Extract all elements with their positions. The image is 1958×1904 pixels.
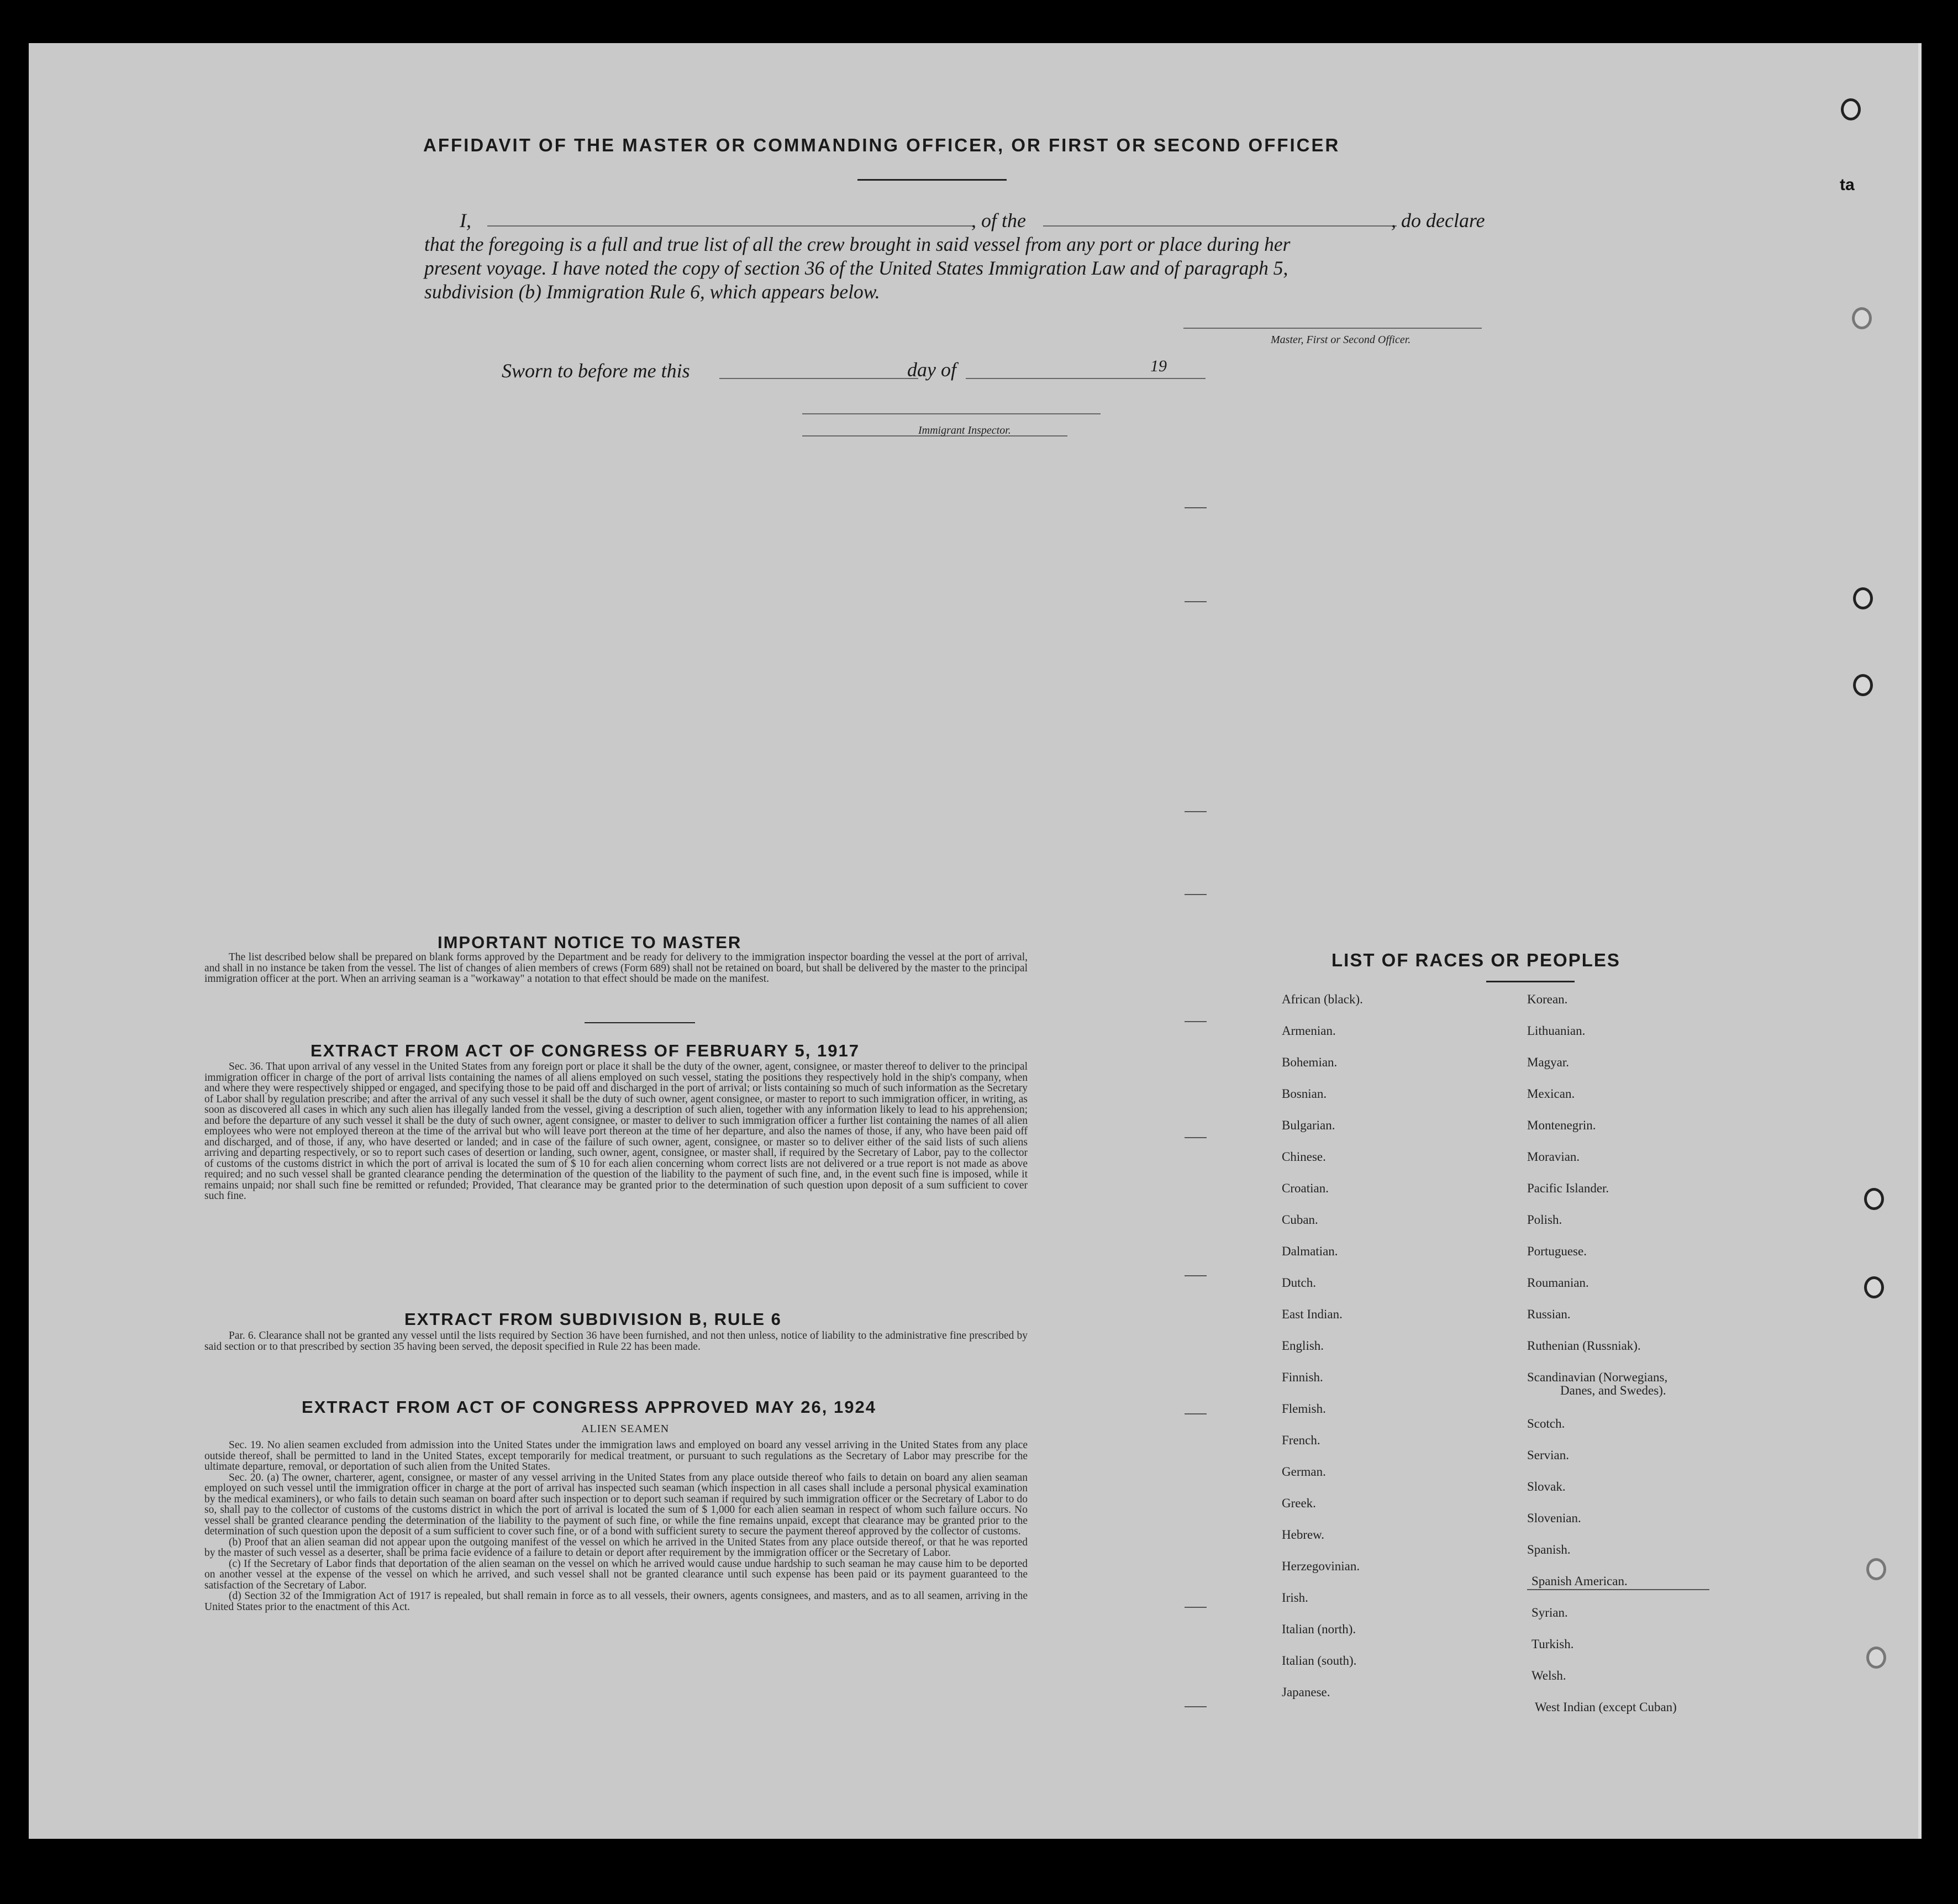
race-item: Armenian. (1282, 1024, 1336, 1038)
extract-rule6-text (204, 1330, 1028, 1352)
race-item: Bosnian. (1282, 1087, 1327, 1101)
binder-hole (1853, 587, 1873, 609)
binder-hole (1841, 98, 1861, 120)
race-item: African (black). (1282, 992, 1363, 1006)
race-item: English. (1282, 1339, 1324, 1353)
master-caption: Master, First or Second Officer. (1271, 334, 1411, 346)
spanish-american-underline (1527, 1589, 1709, 1590)
extract-rule6-paragraph: Par. 6. Clearance shall not be granted any vessel until the lists required by Section 36 have been furnished, and not then unless, notice of liability to the administrative fine prescribed by said section or to that prescribed by section 35 having been served, the deposit specified in Rule 22 has been made. (204, 1330, 1028, 1353)
race-item: Flemish. (1282, 1402, 1326, 1416)
race-item: French. (1282, 1433, 1320, 1447)
binder-hole (1852, 307, 1872, 329)
tick-mark (1185, 811, 1207, 812)
tick-mark (1185, 1607, 1207, 1608)
notice-title: IMPORTANT NOTICE TO MASTER (438, 933, 742, 952)
declaration-i: I, (460, 209, 471, 232)
sworn-text: Sworn to before me this (502, 360, 690, 382)
race-item: Servian. (1527, 1448, 1570, 1462)
extract-1917-title: EXTRACT FROM ACT OF CONGRESS OF FEBRUARY 5, 1917 (310, 1041, 860, 1060)
race-item: Japanese. (1282, 1685, 1330, 1699)
binder-hole (1866, 1647, 1886, 1669)
sworn-day-field[interactable] (719, 378, 918, 379)
race-item: Slovak. (1527, 1480, 1566, 1493)
tick-mark (1185, 1021, 1207, 1022)
race-item: Portuguese. (1527, 1244, 1587, 1258)
day-of-text: day of (907, 359, 956, 381)
race-item: Bohemian. (1282, 1055, 1338, 1069)
tick-mark (1185, 1413, 1207, 1414)
race-item: Magyar. (1527, 1055, 1570, 1069)
year-prefix: 19 (1150, 357, 1167, 375)
race-item: Italian (north). (1282, 1622, 1356, 1636)
inspector-caption: Immigrant Inspector. (918, 424, 1011, 436)
notice-paragraph: The list described below shall be prepared on blank forms approved by the Department and be ready for delivery to the immigration inspector boarding the vessel at the port of arrival, and shall in no instance be taken from the vessel. The list of changes of alien members of crews (Form 689) shall not be retained on board, but shall be delivered by the master to the principal immigration officer at the port. When an arriving seaman is a "workaway" a notation to that effect should be made on the manifest. (204, 951, 1028, 985)
race-item: Spanish American. (1531, 1574, 1628, 1588)
races-rule (1486, 981, 1575, 982)
name-field[interactable] (487, 225, 973, 227)
margin-mark: ta (1840, 176, 1855, 194)
race-item: German. (1282, 1465, 1326, 1479)
race-item: Roumanian. (1527, 1276, 1589, 1290)
race-item: East Indian. (1282, 1307, 1343, 1321)
races-title: LIST OF RACES OR PEOPLES (1331, 950, 1620, 970)
extract-1924-paragraph: Sec. 20. (a) The owner, charterer, agent, consignee, or master of any vessel arriving in the United States from any place outside thereof who fails to detain on board any alien seaman employed on such vessel until the immigration officer in charge at the port of arrival has inspected such seaman (which inspection in all cases shall include a personal physical examination by the medical examiners), or who fails to detain such seaman on board after such inspection or to deport such seaman if required by such immigration officer or the Secretary of Labor to do so, shall pay to the collector of customs of the customs district in which the port of arrival is located the sum of $ 1,000 for each alien seaman in respect of whom such failure occurs. No vessel shall be granted clearance pending the determination of the liability to the payment of such fine, or while the fine remains unpaid, except that clearance may be granted prior to the determination of such question upon the deposit of a sum sufficient to cover such fine, or of a bond with sufficient surety to secure the payment thereof approved by the collector of customs. (204, 1471, 1028, 1537)
race-item: Syrian. (1531, 1606, 1568, 1619)
title-rule (857, 179, 1007, 181)
race-item: Herzegovinian. (1282, 1559, 1360, 1573)
tick-mark (1185, 1137, 1207, 1138)
binder-hole (1853, 674, 1873, 696)
race-item: Lithuanian. (1527, 1024, 1586, 1038)
extract-1917-paragraph: Sec. 36. That upon arrival of any vessel in the United States from any foreign port or place it shall be the duty of the owner, agent, consignee, or master thereof to deliver to the principal immigration officer in charge of the port of arrival lists containing the names of all aliens employed on such vessel, stating the positions they respectively hold in the ship's company, when and where they were respectively shipped or engaged, and specifying those to be paid off and discharged in the port of arrival; or lists containing so much of such information as the Secretary of Labor shall by regulation prescribe; and after the arrival of any such vessel it shall be the duty of such owner, agent consignee, or master to report to such immigration officer, in writing, as soon as discovered all cases in which any such alien has illegally landed from the vessel, giving a description of such alien, together with any information likely to lead to his apprehension; and before the departure of any such vessel it shall be the duty of such owner, agent consignee, or master to deliver to such immigration officer a further list containing the names of all alien employees who were not employed thereon at the time of the arrival but who will leave port thereon at the time of her departure, and also the names of those, if any, who have been paid off and discharged, and of those, if any, who have deserted or landed; and in case of the failure of such owner, agent, consignee, or master so to deliver either of the said lists of such aliens arriving and departing respectively, or so to report such cases of desertion or landing, such owner, agent, consignee, or master shall, if required by the Secretary of Labor, pay to the collector of customs of the customs district in which the port of arrival is located the sum of $ 10 for each alien concerning whom correct lists are not delivered or a true report is not made as above required; and no such vessel shall be granted clearance pending the determination of the question of the liability to the payment of such fine, and, in the event such fine is imposed, while it remains unpaid; nor shall such fine be remitted or refunded; Provided, That clearance may be granted prior to the determination of such question upon deposit of a sum sufficient to cover such fine. (204, 1061, 1028, 1202)
vessel-field[interactable] (1043, 225, 1397, 227)
sworn-month-field[interactable] (966, 378, 1137, 379)
race-item: Montenegrin. (1527, 1118, 1596, 1132)
race-item: West Indian (except Cuban) (1535, 1700, 1677, 1714)
notice-rule (585, 1022, 695, 1023)
race-item: Korean. (1527, 992, 1568, 1006)
affidavit-title: AFFIDAVIT OF THE MASTER OR COMMANDING OFFICER, OR FIRST OR SECOND OFFICER (423, 135, 1340, 155)
extract-1924-paragraph: (d) Section 32 of the Immigration Act of 1917 is repealed, but shall remain in force as to all vessels, their owners, agents consignees, and masters, and as to all seamen, arriving in the United States prior to the enactment of this Act. (204, 1590, 1028, 1613)
race-item: Scotch. (1527, 1417, 1565, 1430)
race-item: Spanish. (1527, 1543, 1571, 1556)
race-item: Mexican. (1527, 1087, 1575, 1101)
race-item: Cuban. (1282, 1213, 1318, 1227)
race-item: Italian (south). (1282, 1654, 1357, 1668)
extract-1917-text (204, 1061, 1028, 1202)
declaration-do-declare: , do declare (1391, 209, 1485, 232)
extract-1924-paragraph: Sec. 19. No alien seamen excluded from admission into the United States under the immigration laws and employed on board any vessel arriving in the United States from any place outside thereof, shall be permitted to land in the United States, except temporarily for medical treatment, or pursuant to such regulations as the Secretary of Labor may prescribe for the ultimate departure, removal, or deportation of such alien from the United States. (204, 1439, 1028, 1472)
master-signature-line[interactable] (1183, 328, 1482, 329)
race-item: Croatian. (1282, 1181, 1329, 1195)
declaration-line-1: that the foregoing is a full and true list of all the crew brought in said vessel from any port or place during her (424, 233, 1291, 255)
notice-text (204, 952, 1028, 985)
race-item: Moravian. (1527, 1150, 1580, 1164)
tick-mark (1185, 601, 1207, 602)
race-item: Dalmatian. (1282, 1244, 1338, 1258)
race-item: Hebrew. (1282, 1528, 1325, 1542)
form-page (29, 43, 1922, 1839)
inspector-signature-line[interactable] (802, 413, 1101, 414)
extract-1924-title: EXTRACT FROM ACT OF CONGRESS APPROVED MAY 26, 1924 (302, 1397, 876, 1417)
race-item: Finnish. (1282, 1370, 1323, 1384)
tick-mark (1185, 894, 1207, 895)
tick-mark (1185, 507, 1207, 508)
sworn-year-field[interactable] (1134, 378, 1206, 379)
declaration-of-the: , of the (971, 209, 1026, 232)
race-item: Dutch. (1282, 1276, 1316, 1290)
binder-hole (1864, 1188, 1884, 1210)
tick-mark (1185, 1275, 1207, 1276)
race-item: Polish. (1527, 1213, 1562, 1227)
extract-1924-paragraph: (b) Proof that an alien seaman did not appear upon the outgoing manifest of the vessel on which he arrived in the United States from any place outside thereof, or that he was reported by the master of such vessel as a deserter, shall be prima facie evidence of a failure to detain or deport after requirement by the immigration officer or the Secretary of Labor. (204, 1536, 1028, 1559)
race-item: Danes, and Swedes). (1560, 1384, 1666, 1397)
race-item: Slovenian. (1527, 1511, 1581, 1525)
race-item: Welsh. (1531, 1669, 1566, 1682)
race-item: Bulgarian. (1282, 1118, 1335, 1132)
race-item: Greek. (1282, 1496, 1316, 1510)
race-item: Pacific Islander. (1527, 1181, 1609, 1195)
race-item: Irish. (1282, 1591, 1308, 1605)
extract-rule6-title: EXTRACT FROM SUBDIVISION B, RULE 6 (404, 1309, 782, 1329)
binder-hole (1866, 1558, 1886, 1580)
race-item: Scandinavian (Norwegians, (1527, 1370, 1668, 1384)
declaration-line-3: subdivision (b) Immigration Rule 6, which appears below. (424, 281, 880, 303)
race-item: Russian. (1527, 1307, 1571, 1321)
race-item: Turkish. (1531, 1637, 1574, 1651)
binder-hole (1864, 1276, 1884, 1298)
tick-mark (1185, 1706, 1207, 1707)
race-item: Ruthenian (Russniak). (1527, 1339, 1641, 1353)
extract-1924-text (204, 1440, 1028, 1612)
extract-1924-paragraph: (c) If the Secretary of Labor finds that deportation of the alien seaman on the vessel on which he arrived would cause undue hardship to such seaman he may cause him to be deported on another vessel at the expense of the vessel on which he arrived, and such vessel shall not be granted clearance until such expense has been paid or its payment guaranteed to the satisfaction of the Secretary of Labor. (204, 1558, 1028, 1591)
declaration-line-2: present voyage. I have noted the copy of section 36 of the United States Immigration Law and of paragraph 5, (424, 257, 1288, 279)
extract-1924-subtitle: ALIEN SEAMEN (581, 1423, 670, 1435)
race-item: Chinese. (1282, 1150, 1326, 1164)
